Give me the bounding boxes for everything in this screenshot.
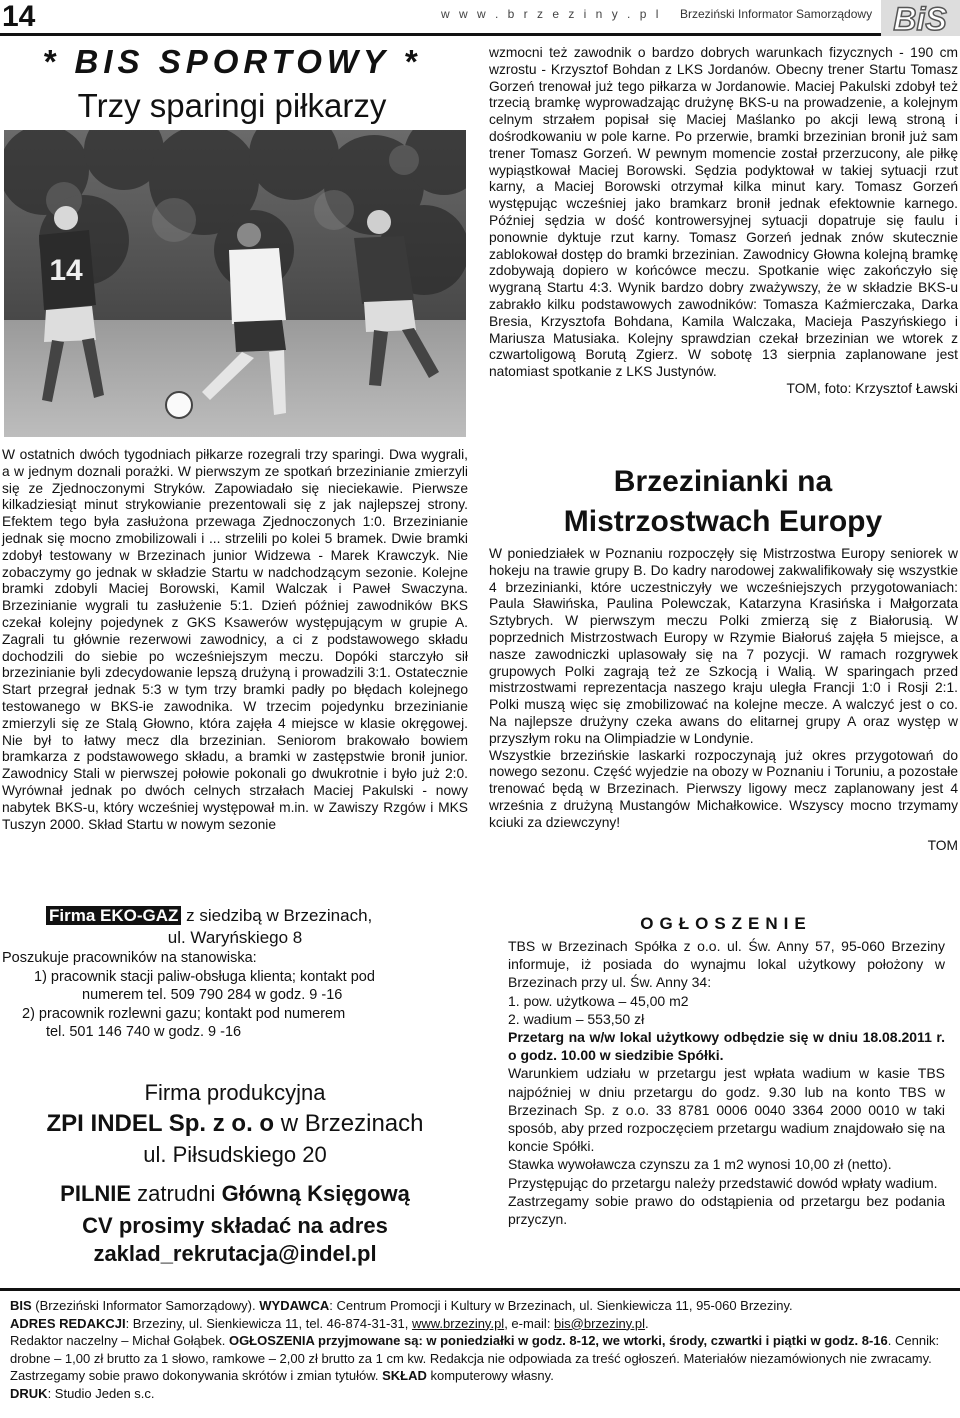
- notice-title: OGŁOSZENIE: [640, 914, 812, 933]
- indel-line5: CV prosimy składać na adres: [82, 1213, 388, 1238]
- footer-prices: . Cennik: drobne – 1,00 zł brutto za 1 słowo, ramkowe – 2,00 zł brutto za 1 cm kw. Redakcja nie odpowiada za treść ogłoszeń. Materiałów niezamówionych nie zwracamy. Zastrzegamy sobie prawo dokonywania skrótów i zmian tytułów.: [10, 1333, 940, 1383]
- footer-layout-label: SKŁAD: [382, 1368, 427, 1383]
- ekogaz-street: ul. Waryńskiego 8: [167, 928, 303, 947]
- notice-p2: Warunkiem udziału w przetargu jest wpłata wadium w kasie TBS najpóźniej w dniu przetargu do godz. 9.30 lub na konto TBS w Brzezinach Sp. z o.o. 33 8781 0006 0040 3364 2000 0010 w taki sposób, aby przed rozpoczęciem przetargu wadium znajdowało się na koncie Spółki.: [508, 1065, 945, 1155]
- footer-line-print: [10, 1385, 960, 1403]
- indel-line3: ul. Piłsudskiego 20: [143, 1142, 327, 1167]
- ekogaz-firm-name: Firma EKO-GAZ: [46, 906, 181, 925]
- euro-article-body: [489, 546, 958, 854]
- bis-logo-text: BiS: [893, 1, 947, 36]
- right-article-continuation: [489, 45, 958, 398]
- notice-auction-date: Przetarg na w/w lokal użytkowy odbędzie się w dniu 18.08.2011 r. o godz. 10.00 w siedzibie Spółki.: [508, 1029, 945, 1064]
- masthead-footer: [0, 1288, 960, 1418]
- football-photo: [4, 130, 466, 437]
- right-article-text: wzmocni też zawodnik o bardzo dobrych warunkach fizycznych - 190 cm wzrostu - Krzysztof Bohdan z LKS Jordanów. Obecny trener Startu Tomasz Gorzeń trenował już tego piłkarza w Jordanowie. Maciej Pakulski zdobył też trzecią bramkę wyprowadzając drużynę BKS-u na prowadzenie, a kolejnym celnym strzałem popisał się Maciej Maślanko po akcji lewą stroną i dośrodkowaniu w pole karne. Po przerwie, bramki brzezinian bronił już sam trener Tomasz Gorzeń. W pewnym momencie został przerzucony, ale piłkę wypiąstkował Maciej Borowski. Sędzia podyktował w takiej sytuacji rzut karny, a Maciej Borowski otrzymał kilka minut kary. Tomasz Gorzeń występując wcześniej jako bramkarz bronił jednak efektownie karnego. Później sędzia w dość kontrowersyjnej sytuacji dopatruje się faulu i ponownie dyktuje rzut karny. Tomasz Gorzeń jednak znów skutecznie zablokował dostęp do bramki brzezinian. Zawodnicy Głowna kolejną bramkę zdobywają dopiero w końcówce meczu. Spotkanie więc zakończyło się wygraną Startu 4:3. Wynik bardzo dobry zważywszy, że w składzie BKS-u zabrakło kilku podstawowych zawodników: Tomasza Kaźmierczaka, Darka Bresia, Krzysztofa Bohdana, Kamila Walczaka, Macieja Paszyńskiego i Mariusza Matusiaka. Kolejny sprawdzian czekał brzezinian we wtorek z czwartoligową Borutą Zgierz. W sobotę 13 sierpnia zaplanowane jest natomiast spotkanie z LKS Justynów.: [489, 45, 958, 380]
- indel-company: ZPI INDEL Sp. z o. o: [46, 1110, 275, 1137]
- notice-item1: 1. pow. użytkowa – 45,00 m2: [508, 992, 689, 1009]
- ekogaz-line2: 1) pracownik stacji paliw-obsługa klienta; kontakt pod: [34, 968, 375, 985]
- indel-ad: [0, 1078, 470, 1268]
- ekogaz-firm-line: [2, 905, 468, 927]
- ekogaz-ad: [2, 905, 468, 1042]
- euro-paragraph-2: Wszystkie brzezińskie laskarki rozpoczynają już okres przygotowań do nowego sezonu. Część wyjedzie na obozy w Poznaniu i Toruniu, a pozostałe trenować będą w Brzezinach. Pierwszy ligowy mecz zaplanowany jest 4 września z drużyną Mustangów Michałkowice. Wszyscy mocno trzymamy kciuki za dziewczyny!: [489, 747, 958, 830]
- indel-urgent: PILNIE: [60, 1181, 132, 1206]
- notice-body: [508, 937, 945, 1228]
- footer-bis-full: (Brzeziński Informator Samorządowy).: [31, 1298, 260, 1313]
- footer-line-editor: [10, 1332, 960, 1385]
- svg-text:14: 14: [49, 254, 83, 287]
- footer-bis-label: BIS: [10, 1298, 32, 1313]
- footer-email-link[interactable]: bis@brzeziny.pl: [554, 1315, 646, 1331]
- section-banner: * BIS SPORTOWY *: [42, 43, 422, 80]
- footer-publisher-label: WYDAWCA: [259, 1298, 330, 1313]
- indel-email[interactable]: zaklad_rekrutacja@indel.pl: [93, 1241, 377, 1266]
- bis-logo: [881, 0, 960, 36]
- publication-name: Brzeziński Informator Samorządowy: [680, 7, 873, 21]
- ekogaz-line4: 2) pracownik rozlewni gazu; kontakt pod numerem: [22, 1005, 346, 1022]
- euro-article-byline: TOM: [927, 837, 958, 853]
- indel-position: Główną Księgową: [221, 1181, 410, 1206]
- indel-city: w Brzezinach: [274, 1110, 424, 1137]
- euro-paragraph-1: W poniedziałek w Poznaniu rozpoczęły się Mistrzostwa Europy seniorek w hokeju na trawie grupy B. Do kadry narodowej zakwalifikowały się wszystkie 4 brzezinianki, które uczestniczyły we wcześniejszych przygotowaniach: Paula Sławińska, Paulina Polewczak, Katarzyna Krasińska i Małgorzata Sztybrych. W pierwszym meczu Polki zmierzą się z Białorusią. W poprzednich Mistrzostwach Europy w Rzymie Białoruś zajęła 5 miejsce, a nasze zawodniczki uplasowały się na 7 pozycji. W ramach rozgrywek grupowych Polki zagrają też ze Szkocją i Walią. W sparingach przed mistrzostwami reprezentacja naszego kraju uległa Francji 1:0 i Rosji 2:1. Polki muszą więc się zmobilizować na kolejne mecze. A walczyć jest o co. Na najlepsze drużyny czeka awans do elitarnej grupy A oraz występ w przyszłym roku na Olimpiadzie w Londynie.: [489, 546, 958, 746]
- ekogaz-line5: tel. 501 146 740 w godz. 9 -16: [46, 1024, 242, 1040]
- euro-title-line1: Brzezinianki na: [613, 465, 833, 498]
- footer-layout: komputerowy własny.: [426, 1368, 554, 1383]
- footer-website-link[interactable]: www.brzeziny.pl: [411, 1315, 505, 1331]
- left-article-text: W ostatnich dwóch tygodniach piłkarze rozegrali trzy sparingi. Dwa wygrali, a w jednym doznali porażki. W pierwszym ze spotkań brzezinianie zmierzyli się ze Zjednoczonymi Stryków. Zapowiadało się nieciekawie. Pierwsze kilkadziesiąt minut strykowianie prezentowali się z jak najlepszej strony. Efektem tego była zasłużona przewaga Zjednoczonych 1:0. Brzezinianie jednak się mocno zmobilizowali i ... strzelili po kolei 5 bramek. Dwie bramki zdobył testowany w Brzezinach junior Widzewa - Marek Krawczyk. Nie zobaczymy go jednak w składzie Startu w nadchodzącym sezonie. Kolejne bramki zdobyli Maciej Borowski, Kamil Walczak i Paweł Swaczyna. Brzezinianie wygrali tu zasłużenie 5:1. Dzień później zawodników BKS czekał kolejny pojedynek z GKS Ksawerów występującym w grupie A. Zagrali tu głównie rezerwowi zawodnicy, a ci z podstawowego składu dochodzili do siebie po wcześniejszym meczu. Dopóki starczyło sił brzezinianie byli zdecydowanie lepszą drużyną i prowadzili 3:1. Ostatecznie Start przegrał jednak 5:3 w tym trzy bramki padły po błędach kolejnego testowanego w BKS-ie zawodnika. W trzecim pojedynku brzezinianie zmierzyli się ze Stalą Głowno, która zajęła 4 miejsce w klasie okręgowej. Nie był to łatwy mecz dla brzezinian. Seniorom brakowało bowiem bramkarza z podstawowego składu, a bramki w zastępstwie bronił junior. Zawodnicy Stali w pierwszej połowie pokonali go dwukrotnie i było już 2:0. Wyrównał jednak po dwóch celnych strzałach Maciej Pakulski - nowy nabytek BKS-u, który wcześniej występował m.in. w Zawiszy Rzgów i MKS Tuszyn 2000. Skład Startu w nowym sezonie: [2, 447, 468, 832]
- footer-line-publisher: [10, 1297, 960, 1315]
- notice-item2: 2. wadium – 553,50 zł: [508, 1010, 645, 1027]
- page-header: [0, 0, 960, 36]
- ekogaz-line3: numerem tel. 509 790 284 w godz. 9 -16: [82, 987, 343, 1003]
- footer-print: : Studio Jeden s.c.: [47, 1385, 155, 1401]
- article-title: Trzy sparingi piłkarzy: [77, 87, 387, 124]
- indel-line2: [0, 1108, 470, 1140]
- footer-publisher: : Centrum Promocji i Kultury w Brzezinach, ul. Sienkiewicza 11, 95-060 Brzeziny.: [329, 1298, 793, 1313]
- footer-address-label: ADRES REDAKCJI: [10, 1315, 126, 1331]
- footer-ads-hours: OGŁOSZENIA przyjmowane są: w poniedziałki w godz. 8-12, we wtorki, środy, czwartki i piątki w godz. 8-16: [228, 1333, 888, 1348]
- notice-p5: Zastrzegamy sobie prawo do odstąpienia od przetargu bez podania przyczyn.: [508, 1192, 945, 1228]
- ekogaz-firm-rest: z siedzibą w Brzezinach,: [181, 906, 373, 925]
- footer-email-prefix: , e-mail:: [504, 1315, 555, 1331]
- right-article-byline: TOM, foto: Krzysztof Ławski: [786, 380, 958, 396]
- page-number: 14: [2, 0, 36, 33]
- indel-line1: Firma produkcyjna: [144, 1080, 326, 1105]
- footer-print-label: DRUK: [10, 1385, 48, 1401]
- euro-article-title: [487, 462, 959, 542]
- euro-title-line2: Mistrzostwach Europy: [563, 505, 883, 538]
- footer-line-address: ADRES REDAKCJI: Brzeziny, ul. Sienkiewicza 11, tel. 46-874-31-31, www.brzeziny.pl, e-mail: bis@brzeziny.pl.: [10, 1315, 649, 1331]
- site-url[interactable]: w w w . b r z e z i n y . p l: [441, 7, 662, 21]
- ekogaz-line1: Poszukuje pracowników na stanowiska:: [2, 950, 257, 966]
- notice-p3: Stawka wywoławcza czynszu za 1 m2 wynosi 10,00 zł (netto).: [508, 1156, 892, 1173]
- notice-p4: Przystępując do przetargu należy przedstawić dowód wpłaty wadium.: [508, 1174, 938, 1191]
- indel-line4: [0, 1176, 470, 1212]
- footer-address: : Brzeziny, ul. Sienkiewicza 11, tel. 46-874-31-31,: [125, 1315, 412, 1331]
- notice-intro: TBS w Brzezinach Spółka z o.o. ul. Św. Anny 57, 95-060 Brzeziny informuje, iż posiada do wynajmu lokal użytkowy położony w Brzezinach przy ul. Św. Anny 34:: [508, 938, 945, 991]
- footer-editor: Redaktor naczelny – Michał Gołąbek.: [10, 1333, 229, 1348]
- indel-hires: zatrudni: [131, 1181, 222, 1206]
